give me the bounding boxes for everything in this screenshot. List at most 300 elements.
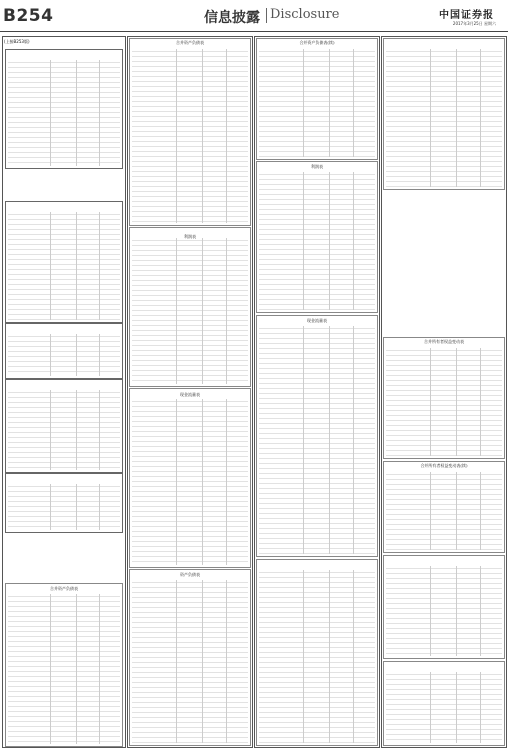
table-row-rule bbox=[386, 524, 502, 525]
table-row-rule bbox=[132, 56, 248, 57]
table-row-rule bbox=[259, 468, 375, 469]
table-row-rule bbox=[8, 616, 120, 617]
table-column-rule bbox=[99, 484, 100, 530]
table-row-rule bbox=[259, 433, 375, 434]
table-row-rule bbox=[386, 613, 502, 614]
table-row-rule bbox=[259, 577, 375, 578]
table-row-rule bbox=[259, 338, 375, 339]
table-row-rule bbox=[132, 712, 248, 713]
table-row-rule bbox=[8, 336, 120, 337]
table-column-rule bbox=[99, 594, 100, 744]
table-row-rule bbox=[8, 726, 120, 727]
table-row-rule bbox=[8, 701, 120, 702]
table-row-rule bbox=[386, 583, 502, 584]
table-column-rule bbox=[202, 49, 203, 223]
company-equity-continued-table bbox=[383, 661, 505, 746]
table-row-rule bbox=[8, 122, 120, 123]
table-column-rule bbox=[430, 672, 431, 743]
table-row-rule bbox=[259, 214, 375, 215]
table-row-rule bbox=[8, 621, 120, 622]
table-column-rule bbox=[99, 60, 100, 166]
table-row-rule bbox=[132, 51, 248, 52]
table-row-rule bbox=[386, 638, 502, 639]
table-column-rule bbox=[176, 580, 177, 743]
table-column-rule bbox=[202, 238, 203, 384]
table-row-rule bbox=[8, 641, 120, 642]
table-row-rule bbox=[259, 51, 375, 52]
table-column-rule bbox=[353, 49, 354, 157]
table-row-rule bbox=[132, 401, 248, 402]
table-row-rule bbox=[259, 363, 375, 364]
table-row-rule bbox=[8, 402, 120, 403]
table-row-rule bbox=[8, 371, 120, 372]
table-row-rule bbox=[386, 573, 502, 574]
table-row-rule bbox=[386, 694, 502, 695]
table-row-rule bbox=[386, 734, 502, 735]
table-row-rule bbox=[259, 219, 375, 220]
table-row-rule bbox=[8, 289, 120, 290]
table-row-rule bbox=[259, 498, 375, 499]
table-row-rule bbox=[8, 696, 120, 697]
table-row-rule bbox=[259, 304, 375, 305]
table-row-rule bbox=[386, 568, 502, 569]
table-row-rule bbox=[259, 533, 375, 534]
table-row-rule bbox=[386, 156, 502, 157]
table-row-rule bbox=[386, 714, 502, 715]
table-row-rule bbox=[259, 463, 375, 464]
table-row-rule bbox=[386, 623, 502, 624]
table-column-rule bbox=[430, 472, 431, 550]
table-column-rule bbox=[76, 334, 77, 376]
table-row-rule bbox=[8, 412, 120, 413]
table-row-rule bbox=[386, 126, 502, 127]
table-row-rule bbox=[132, 682, 248, 683]
table-row-rule bbox=[386, 593, 502, 594]
table-row-rule bbox=[132, 146, 248, 147]
table-row-rule bbox=[259, 189, 375, 190]
table-row-rule bbox=[132, 692, 248, 693]
table-row-rule bbox=[259, 373, 375, 374]
table-row-rule bbox=[259, 473, 375, 474]
table-row-rule bbox=[132, 320, 248, 321]
table-row-rule bbox=[8, 346, 120, 347]
table-row-rule bbox=[259, 249, 375, 250]
table-column-rule bbox=[176, 238, 177, 384]
table-row-rule bbox=[8, 596, 120, 597]
table-row-rule bbox=[259, 478, 375, 479]
table-row-rule bbox=[259, 443, 375, 444]
table-row-rule bbox=[132, 677, 248, 678]
table-row-rule bbox=[386, 724, 502, 725]
table-row-rule bbox=[259, 279, 375, 280]
table-row-rule bbox=[132, 587, 248, 588]
continued-note: (上接B253版) bbox=[4, 39, 30, 44]
table-row-rule bbox=[259, 259, 375, 260]
table-row-rule bbox=[8, 606, 120, 607]
table-row-rule bbox=[8, 259, 120, 260]
table-row-rule bbox=[132, 441, 248, 442]
table-row-rule bbox=[386, 121, 502, 122]
table-column-rule bbox=[353, 172, 354, 310]
column-4-panel bbox=[381, 36, 507, 748]
table-row-rule bbox=[132, 471, 248, 472]
table-row-rule bbox=[259, 156, 375, 157]
table-row-rule bbox=[8, 137, 120, 138]
table-row-rule bbox=[8, 631, 120, 632]
table-row-rule bbox=[8, 437, 120, 438]
table-row-rule bbox=[386, 618, 502, 619]
table-row-rule bbox=[132, 561, 248, 562]
table-row-rule bbox=[8, 214, 120, 215]
notes-text-block bbox=[5, 169, 121, 199]
table-row-rule bbox=[386, 405, 502, 406]
table-row-rule bbox=[259, 184, 375, 185]
table-row-rule bbox=[259, 493, 375, 494]
table-column-rule bbox=[226, 238, 227, 384]
share-info-table bbox=[5, 323, 123, 379]
table-row-rule bbox=[386, 81, 502, 82]
table-row-rule bbox=[386, 455, 502, 456]
table-row-rule bbox=[8, 736, 120, 737]
cash-flow-continued-table bbox=[256, 559, 378, 746]
table-row-rule bbox=[259, 428, 375, 429]
table-row-rule bbox=[132, 461, 248, 462]
table-row-rule bbox=[8, 676, 120, 677]
table-row-rule bbox=[132, 350, 248, 351]
table-row-rule bbox=[259, 264, 375, 265]
table-row-rule bbox=[8, 67, 120, 68]
table-row-rule bbox=[259, 199, 375, 200]
table-row-rule bbox=[259, 438, 375, 439]
table-row-rule bbox=[8, 486, 120, 487]
table-row-rule bbox=[259, 194, 375, 195]
table-row-rule bbox=[259, 597, 375, 598]
table-row-rule bbox=[132, 345, 248, 346]
table-row-rule bbox=[132, 335, 248, 336]
table-row-rule bbox=[386, 415, 502, 416]
table-row-rule bbox=[386, 679, 502, 680]
table-column-rule bbox=[76, 484, 77, 530]
table-row-rule bbox=[259, 229, 375, 230]
table-row-rule bbox=[132, 265, 248, 266]
table-row-rule bbox=[132, 622, 248, 623]
consolidated-cash-flow-table bbox=[129, 388, 251, 568]
table-row-rule bbox=[132, 315, 248, 316]
table-row-rule bbox=[8, 671, 120, 672]
table-row-rule bbox=[259, 309, 375, 310]
table-column-rule bbox=[202, 580, 203, 743]
table-row-rule bbox=[259, 106, 375, 107]
table-row-rule bbox=[386, 494, 502, 495]
table-row-rule bbox=[259, 707, 375, 708]
table-column-rule bbox=[202, 399, 203, 565]
table-row-rule bbox=[259, 174, 375, 175]
table-row-rule bbox=[8, 249, 120, 250]
table-row-rule bbox=[8, 309, 120, 310]
table-row-rule bbox=[132, 411, 248, 412]
left-column-panel bbox=[2, 36, 126, 748]
table-column-rule bbox=[456, 672, 457, 743]
table-row-rule bbox=[259, 76, 375, 77]
table-row-rule bbox=[259, 692, 375, 693]
table-row-rule bbox=[259, 353, 375, 354]
table-row-rule bbox=[259, 328, 375, 329]
company-income-table bbox=[256, 161, 378, 313]
table-column-rule bbox=[226, 399, 227, 565]
table-row-rule bbox=[8, 62, 120, 63]
table-row-rule bbox=[259, 712, 375, 713]
table-column-rule bbox=[76, 60, 77, 166]
table-row-rule bbox=[8, 636, 120, 637]
table-row-rule bbox=[386, 534, 502, 535]
table-row-rule bbox=[386, 161, 502, 162]
table-row-rule bbox=[132, 96, 248, 97]
table-row-rule bbox=[259, 523, 375, 524]
table-row-rule bbox=[386, 395, 502, 396]
table-row-rule bbox=[8, 721, 120, 722]
table-row-rule bbox=[8, 299, 120, 300]
table-row-rule bbox=[259, 677, 375, 678]
table-row-rule bbox=[259, 254, 375, 255]
table-row-rule bbox=[132, 511, 248, 512]
left-balance-sheet-title: 合并资产负债表 bbox=[50, 586, 78, 591]
table-row-rule bbox=[132, 355, 248, 356]
table-column-rule bbox=[99, 212, 100, 320]
table-column-rule bbox=[50, 390, 51, 470]
table-row-rule bbox=[132, 702, 248, 703]
table-row-rule bbox=[132, 536, 248, 537]
table-row-rule bbox=[132, 310, 248, 311]
table-row-rule bbox=[259, 136, 375, 137]
holdings-table bbox=[5, 379, 123, 473]
table-row-rule bbox=[386, 648, 502, 649]
table-row-rule bbox=[8, 356, 120, 357]
table-row-rule bbox=[259, 702, 375, 703]
table-row-rule bbox=[132, 466, 248, 467]
table-row-rule bbox=[259, 333, 375, 334]
table-row-rule bbox=[8, 716, 120, 717]
table-row-rule bbox=[259, 383, 375, 384]
table-column-rule bbox=[456, 348, 457, 456]
table-column-rule bbox=[303, 326, 304, 554]
table-row-rule bbox=[386, 166, 502, 167]
table-row-rule bbox=[132, 245, 248, 246]
table-row-rule bbox=[8, 361, 120, 362]
table-row-rule bbox=[259, 81, 375, 82]
table-row-rule bbox=[132, 116, 248, 117]
explanation-table bbox=[5, 201, 123, 323]
table-row-rule bbox=[132, 582, 248, 583]
table-row-rule bbox=[386, 709, 502, 710]
equity-change-continued-title: 合并所有者权益变动表(续) bbox=[420, 463, 468, 468]
table-row-rule bbox=[132, 81, 248, 82]
table-row-rule bbox=[132, 627, 248, 628]
table-row-rule bbox=[386, 51, 502, 52]
table-row-rule bbox=[8, 506, 120, 507]
equity-change-table bbox=[383, 337, 505, 459]
table-row-rule bbox=[132, 496, 248, 497]
table-row-rule bbox=[8, 341, 120, 342]
table-row-rule bbox=[386, 186, 502, 187]
table-row-rule bbox=[8, 611, 120, 612]
table-row-rule bbox=[386, 445, 502, 446]
table-row-rule bbox=[259, 607, 375, 608]
table-column-rule bbox=[76, 212, 77, 320]
table-row-rule bbox=[386, 509, 502, 510]
table-row-rule bbox=[132, 717, 248, 718]
table-row-rule bbox=[386, 450, 502, 451]
table-row-rule bbox=[8, 661, 120, 662]
table-row-rule bbox=[132, 360, 248, 361]
table-column-rule bbox=[430, 348, 431, 456]
table-row-rule bbox=[8, 147, 120, 148]
table-row-rule bbox=[259, 423, 375, 424]
table-row-rule bbox=[259, 587, 375, 588]
table-row-rule bbox=[259, 66, 375, 67]
table-row-rule bbox=[132, 325, 248, 326]
table-row-rule bbox=[132, 612, 248, 613]
table-column-rule bbox=[50, 212, 51, 320]
table-row-rule bbox=[386, 489, 502, 490]
table-row-rule bbox=[386, 739, 502, 740]
table-row-rule bbox=[386, 674, 502, 675]
table-row-rule bbox=[259, 269, 375, 270]
table-row-rule bbox=[259, 209, 375, 210]
table-row-rule bbox=[8, 452, 120, 453]
table-row-rule bbox=[132, 255, 248, 256]
table-row-rule bbox=[132, 737, 248, 738]
table-row-rule bbox=[386, 181, 502, 182]
table-row-rule bbox=[132, 687, 248, 688]
table-row-rule bbox=[386, 484, 502, 485]
table-row-rule bbox=[386, 61, 502, 62]
table-row-rule bbox=[132, 71, 248, 72]
table-row-rule bbox=[8, 462, 120, 463]
company-cash-flow-title: 现金流量表 bbox=[307, 318, 327, 323]
table-row-rule bbox=[132, 526, 248, 527]
table-row-rule bbox=[132, 697, 248, 698]
table-row-rule bbox=[8, 417, 120, 418]
table-row-rule bbox=[132, 181, 248, 182]
table-column-rule bbox=[353, 570, 354, 743]
table-row-rule bbox=[259, 632, 375, 633]
table-row-rule bbox=[386, 66, 502, 67]
table-row-rule bbox=[259, 131, 375, 132]
table-column-rule bbox=[456, 472, 457, 550]
table-row-rule bbox=[8, 666, 120, 667]
table-row-rule bbox=[8, 397, 120, 398]
table-row-rule bbox=[132, 151, 248, 152]
table-row-rule bbox=[132, 216, 248, 217]
table-row-rule bbox=[8, 422, 120, 423]
table-row-rule bbox=[259, 61, 375, 62]
table-row-rule bbox=[8, 392, 120, 393]
table-row-rule bbox=[259, 592, 375, 593]
table-row-rule bbox=[8, 656, 120, 657]
table-row-rule bbox=[259, 294, 375, 295]
table-row-rule bbox=[132, 375, 248, 376]
table-row-rule bbox=[259, 732, 375, 733]
table-row-rule bbox=[259, 274, 375, 275]
table-row-rule bbox=[132, 456, 248, 457]
table-row-rule bbox=[132, 662, 248, 663]
table-row-rule bbox=[259, 403, 375, 404]
table-row-rule bbox=[8, 681, 120, 682]
table-row-rule bbox=[259, 458, 375, 459]
table-row-rule bbox=[259, 91, 375, 92]
table-row-rule bbox=[386, 588, 502, 589]
table-column-rule bbox=[50, 594, 51, 744]
table-row-rule bbox=[132, 421, 248, 422]
table-row-rule bbox=[8, 284, 120, 285]
notes-and-signatures bbox=[383, 190, 503, 335]
table-row-rule bbox=[132, 106, 248, 107]
table-row-rule bbox=[132, 156, 248, 157]
adjustment-table bbox=[383, 38, 505, 190]
left-balance-sheet bbox=[5, 583, 123, 747]
table-row-rule bbox=[132, 481, 248, 482]
table-row-rule bbox=[132, 632, 248, 633]
table-row-rule bbox=[386, 410, 502, 411]
table-row-rule bbox=[132, 76, 248, 77]
table-row-rule bbox=[8, 229, 120, 230]
table-row-rule bbox=[259, 572, 375, 573]
table-row-rule bbox=[132, 647, 248, 648]
table-row-rule bbox=[259, 146, 375, 147]
table-row-rule bbox=[8, 447, 120, 448]
table-column-rule bbox=[50, 334, 51, 376]
table-row-rule bbox=[259, 543, 375, 544]
table-row-rule bbox=[132, 166, 248, 167]
table-row-rule bbox=[132, 446, 248, 447]
table-row-rule bbox=[259, 239, 375, 240]
table-row-rule bbox=[8, 626, 120, 627]
table-row-rule bbox=[8, 516, 120, 517]
table-row-rule bbox=[132, 176, 248, 177]
table-row-rule bbox=[8, 274, 120, 275]
table-row-rule bbox=[386, 365, 502, 366]
table-row-rule bbox=[386, 549, 502, 550]
table-row-rule bbox=[259, 393, 375, 394]
cash-flow-title: 现金流量表 bbox=[180, 392, 200, 397]
table-row-rule bbox=[8, 234, 120, 235]
table-row-rule bbox=[8, 72, 120, 73]
table-row-rule bbox=[386, 111, 502, 112]
table-row-rule bbox=[386, 514, 502, 515]
table-row-rule bbox=[259, 627, 375, 628]
table-row-rule bbox=[8, 132, 120, 133]
table-row-rule bbox=[8, 691, 120, 692]
company-balance-sheet-title: 资产负债表 bbox=[180, 572, 200, 577]
equity-change-continued-table bbox=[383, 461, 505, 553]
table-row-rule bbox=[132, 602, 248, 603]
table-row-rule bbox=[259, 299, 375, 300]
table-row-rule bbox=[259, 717, 375, 718]
table-row-rule bbox=[259, 448, 375, 449]
company-cash-flow-table bbox=[256, 315, 378, 557]
table-row-rule bbox=[386, 390, 502, 391]
table-column-rule bbox=[480, 49, 481, 187]
table-row-rule bbox=[8, 432, 120, 433]
table-row-rule bbox=[259, 378, 375, 379]
table-row-rule bbox=[8, 279, 120, 280]
table-row-rule bbox=[132, 501, 248, 502]
table-row-rule bbox=[386, 539, 502, 540]
table-row-rule bbox=[259, 513, 375, 514]
table-row-rule bbox=[132, 642, 248, 643]
company-balance-sheet-table bbox=[129, 569, 251, 746]
table-row-rule bbox=[259, 612, 375, 613]
